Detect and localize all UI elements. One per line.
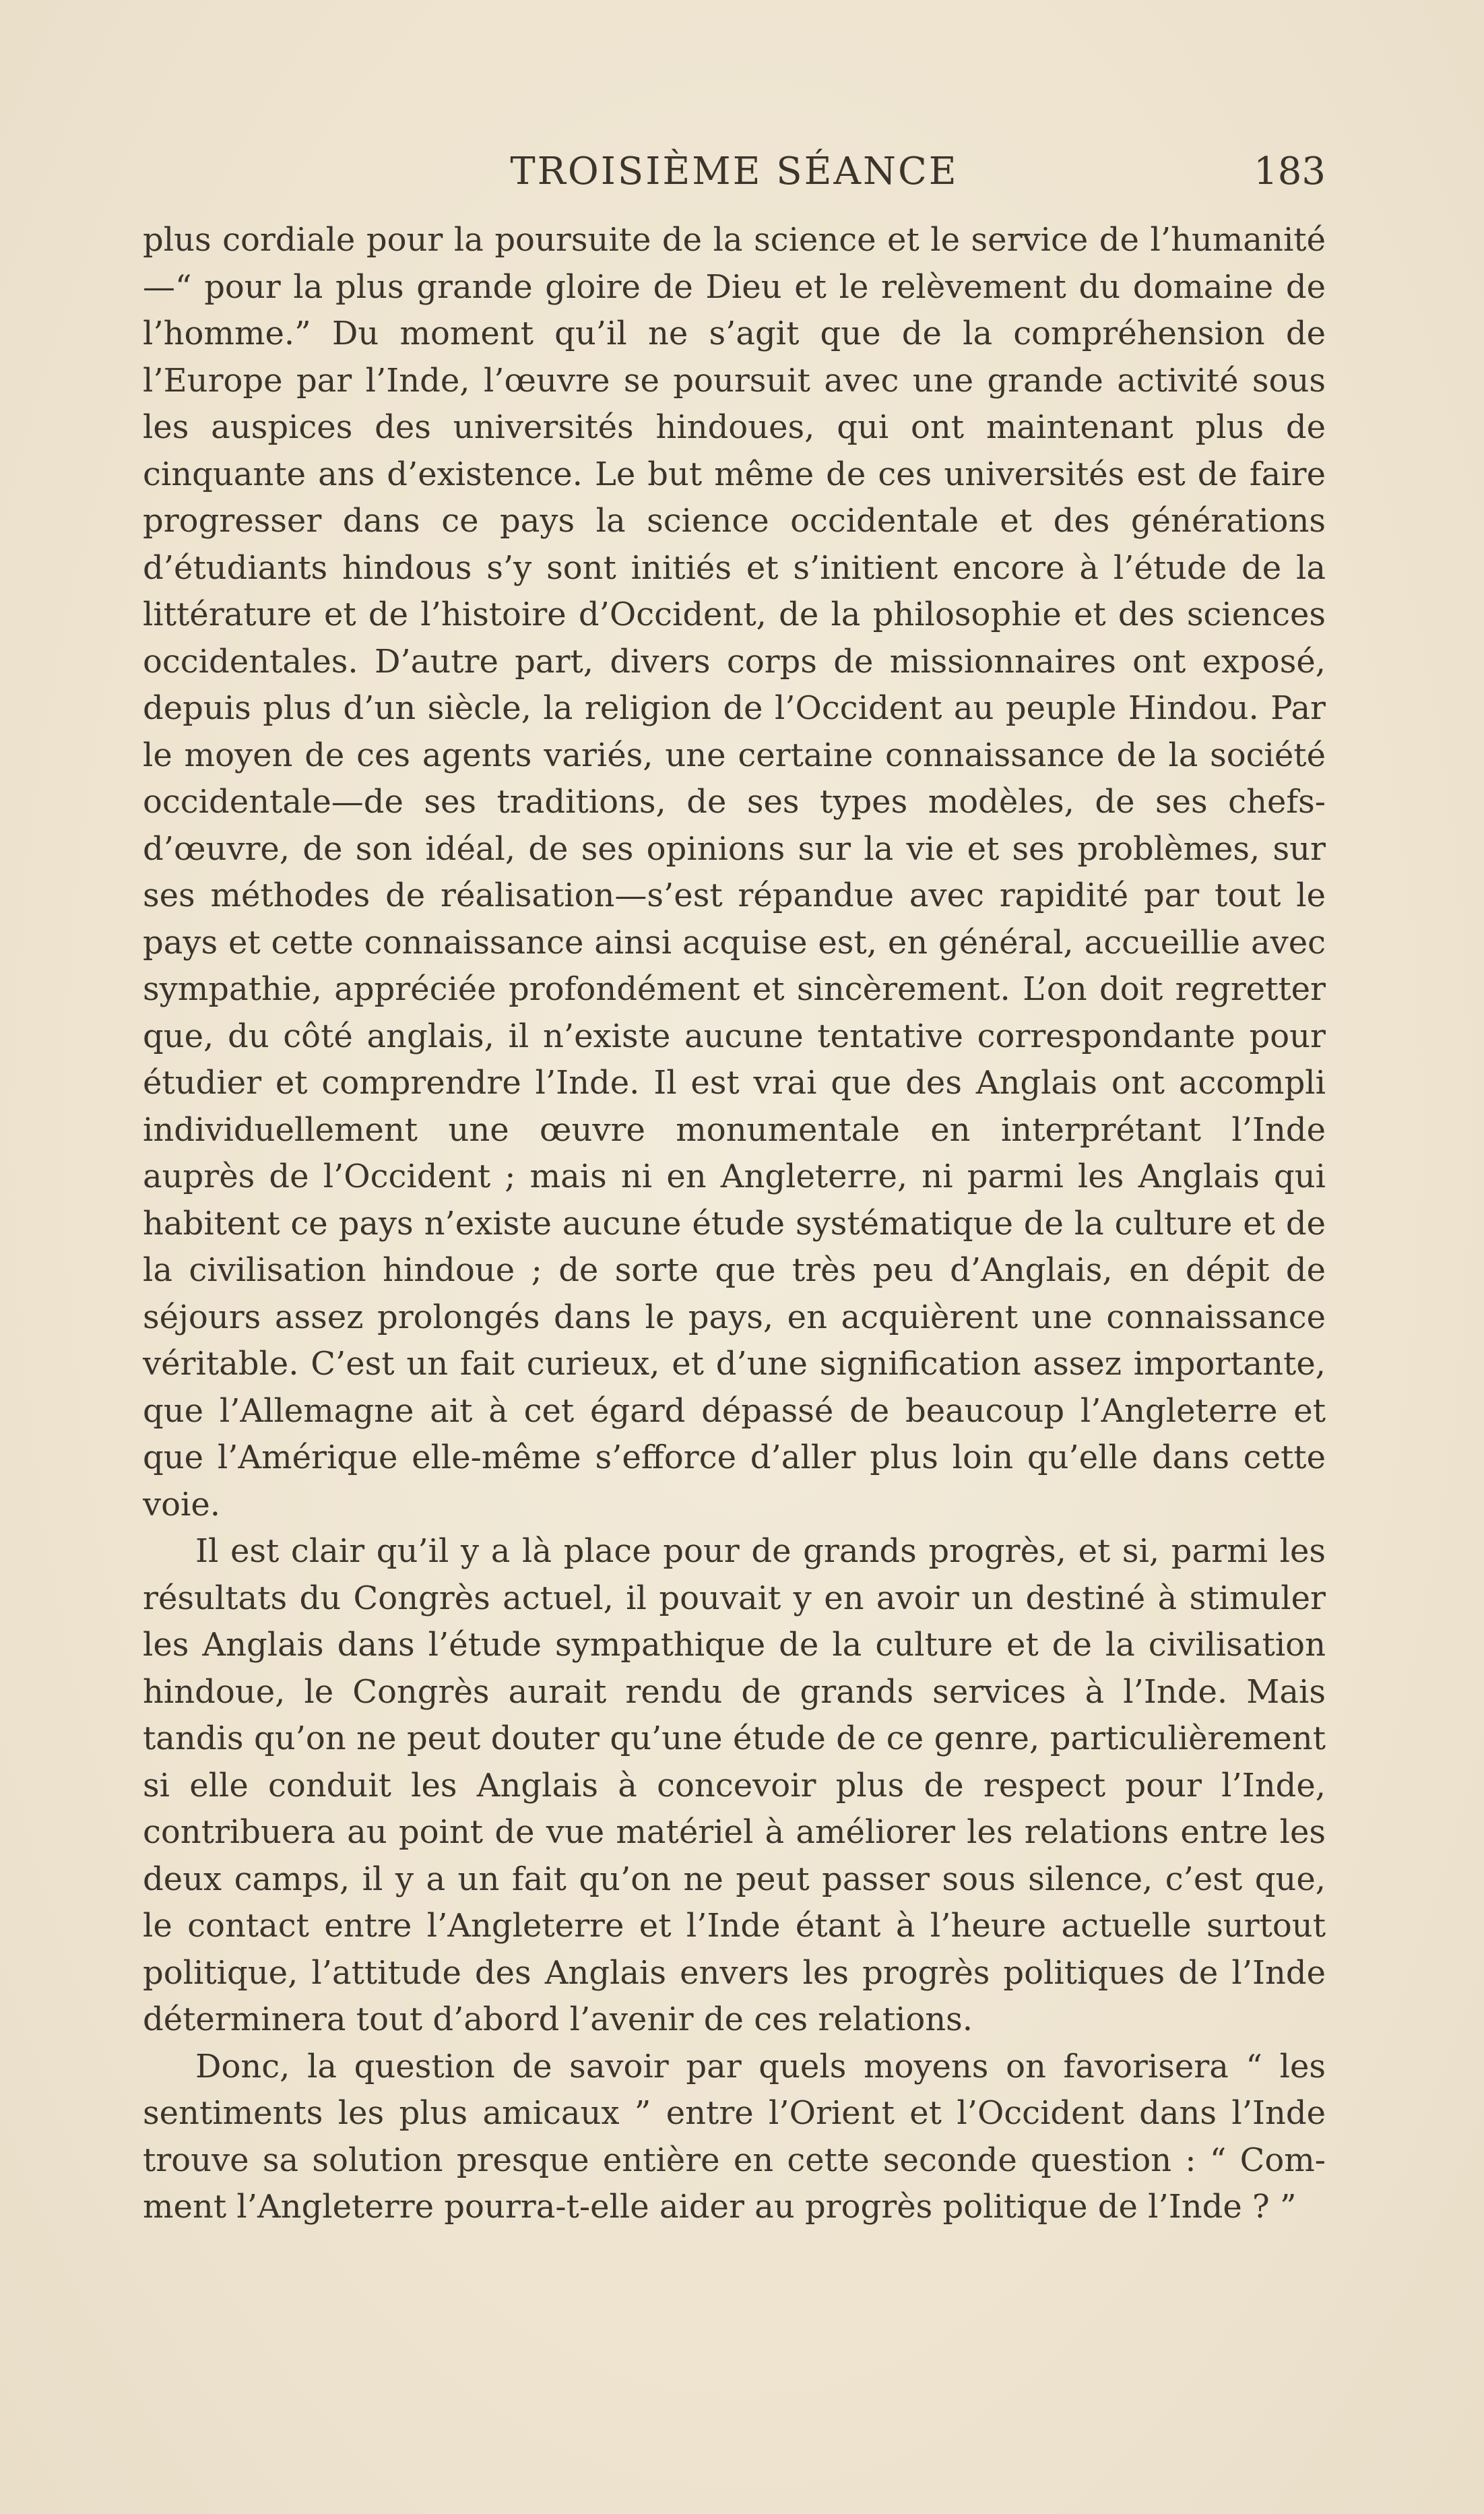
- paragraph-continued: plus cordiale pour la poursuite de la science et le service de l’humanité —“ pour la plus grande gloire de Dieu et le relèvement du domaine de l’homme.” Du moment qu’il ne s’agit que de la compréhension de l’Europe par l’Inde, l’œuvre se poursuit avec une grande activité sous les auspices des universités hindoues, qui ont maintenant plus de cinquante ans d’existence. Le but même de ces universités est de faire progresser dans ce pays la science occidentale et des générations d’étudiants hindous s’y sont initiés et s’initient encore à l’étude de la littérature et de l’histoire d’Occident, de la philosophie et des sciences occidentales. D’autre part, divers corps de missionnaires ont exposé, depuis plus d’un siècle, la religion de l’Occident au peuple Hindou. Par le moyen de ces agents variés, une certaine connaissance de la société occidentale—de ses traditions, de ses types modèles, de ses chefs-d’œuvre, de son idéal, de ses opinions sur la vie et ses problèmes, sur ses méthodes de réalisation—s’est répandue avec rapidité par tout le pays et cette connaissance ainsi acquise est, en général, accueillie avec sympathie, appréciée profondément et sincèrement. L’on doit regretter que, du côté anglais, il n’existe aucune tentative correspondante pour étudier et comprendre l’Inde. Il est vrai que des Anglais ont accompli individuellement une œuvre monumentale en interprétant l’Inde auprès de l’Occident ; mais ni en Angleterre, ni parmi les Anglais qui habitent ce pays n’existe aucune étude systématique de la culture et de la civilisation hindoue ; de sorte que très peu d’Anglais, en dépit de séjours assez prolongés dans le pays, en acquièrent une connaissance véritable. C’est un fait curieux, et d’une signification assez importante, que l’Allemagne ait à cet égard dépassé de beaucoup l’Angleterre et que l’Amérique elle-même s’efforce d’aller plus loin qu’elle dans cette voie.: [143, 221, 1326, 1523]
- paragraph-question: Donc, la question de savoir par quels moyens on favorisera “ les sentiments les plus amicaux ” entre l’Orient et l’Occident dans l’Inde trouve sa solution presque entière en cette seconde question : “ Comment l’Angleterre pourra-t-elle aider au progrès politique de l’Inde ? ”: [143, 2047, 1326, 2226]
- page-number: 183: [1254, 150, 1326, 193]
- paragraph-congress: Il est clair qu’il y a là place pour de grands progrès, et si, parmi les résultats du Congrès actuel, il pouvait y en avoir un destiné à stimuler les Anglais dans l’étude sympathique de la culture et de la civilisation hindoue, le Congrès aurait rendu de grands services à l’Inde. Mais tandis qu’on ne peut douter qu’une étude de ce genre, particulièrement si elle conduit les Anglais à concevoir plus de respect pour l’Inde, contribuera au point de vue matériel à améliorer les relations entre les deux camps, il y a un fait qu’on ne peut passer sous silence, c’est que, le contact entre l’Angleterre et l’Inde étant à l’heure actuelle surtout politique, l’attitude des Anglais envers les progrès politiques de l’Inde déterminera tout d’abord l’avenir de ces relations.: [143, 1532, 1326, 2038]
- running-head: [143, 142, 1326, 202]
- body-text: [143, 217, 1326, 2231]
- running-title: TROISIÈME SÉANCE: [510, 150, 959, 193]
